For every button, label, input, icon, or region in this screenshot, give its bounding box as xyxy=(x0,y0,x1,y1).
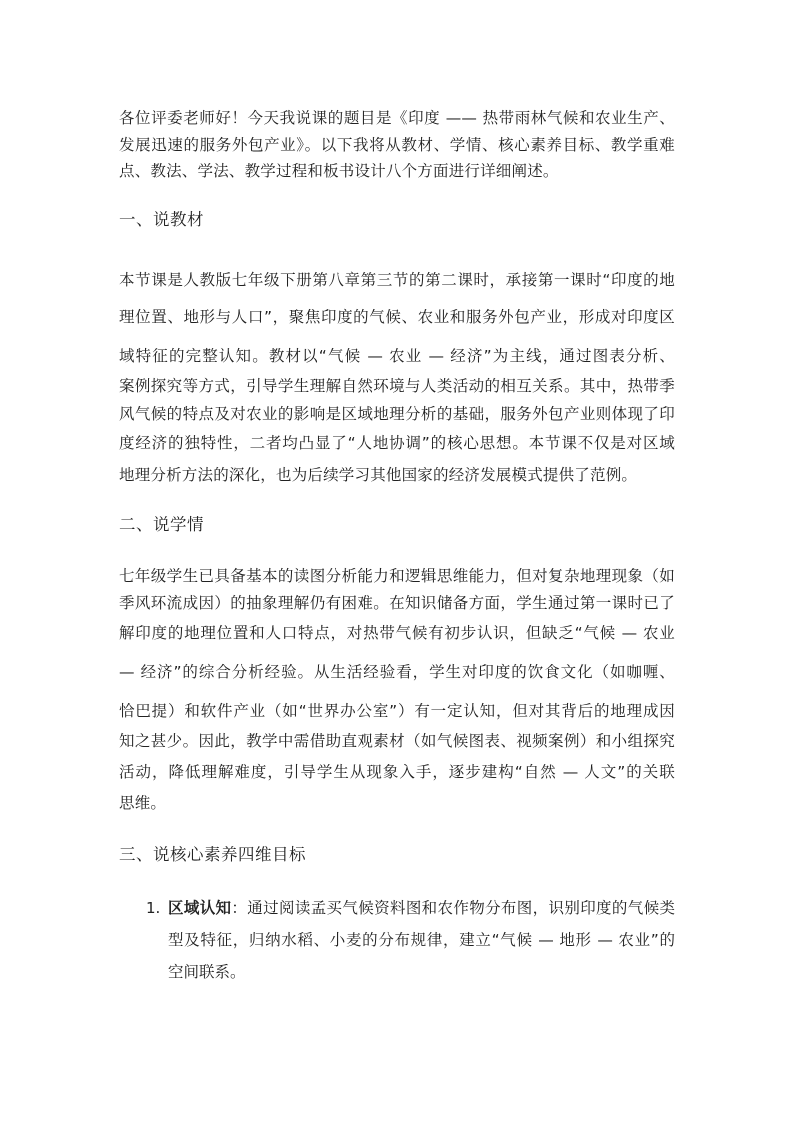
paragraph-line: 知之甚少。因此，教学中需借助直观素材（如气候图表、视频案例）和小组探究 xyxy=(119,732,675,750)
list-item-text: 通过阅读孟买气候资料图和农作物分布图，识别印度的气候类 xyxy=(247,899,675,917)
intro-line: 发展迅速的服务外包产业》。以下我将从教材、学情、核心素养目标、教学重难 xyxy=(119,136,675,154)
section-heading: 一、说教材 xyxy=(119,210,204,229)
list-item-colon: ： xyxy=(231,899,248,917)
list-item-line: 空间联系。 xyxy=(168,963,246,981)
section-heading: 二、说学情 xyxy=(119,515,204,534)
list-item-line xyxy=(168,898,675,918)
list-item-term: 区域认知 xyxy=(168,899,232,917)
paragraph-line: 季风环流成因）的抽象理解仍有困难。在知识储备方面，学生通过第一课时已了 xyxy=(119,594,675,612)
intro-line: 点、教法、学法、教学过程和板书设计八个方面进行详细阐述。 xyxy=(119,162,559,180)
paragraph-line: 本节课是人教版七年级下册第八章第三节的第二课时，承接第一课时“印度的地 xyxy=(119,271,675,289)
list-item-line: 型及特征，归纳水稻、小麦的分布规律，建立“气候 — 地形 — 农业”的 xyxy=(168,931,675,949)
paragraph-line: 解印度的地理位置和人口特点，对热带气候有初步认识，但缺乏“气候 — 农业 xyxy=(119,624,675,642)
paragraph-line: 理位置、地形与人口”，聚焦印度的气候、农业和服务外包产业，形成对印度区 xyxy=(119,308,675,326)
paragraph-line: 活动，降低理解难度，引导学生从现象入手，逐步建构“自然 — 人文”的关联 xyxy=(119,763,675,781)
paragraph-line: 思维。 xyxy=(119,794,167,812)
paragraph-line: — 经济”的综合分析经验。从生活经验看，学生对印度的饮食文化（如咖喱、 xyxy=(119,663,675,681)
paragraph-line: 地理分析方法的深化，也为后续学习其他国家的经济发展模式提供了范例。 xyxy=(119,466,638,484)
paragraph-line: 恰巴提）和软件产业（如“世界办公室”）有一定认知，但对其背后的地理成因 xyxy=(119,702,675,720)
paragraph-line: 域特征的完整认知。教材以“气候 — 农业 — 经济”为主线，通过图表分析、 xyxy=(119,347,675,365)
paragraph-line: 风气候的特点及对农业的影响是区域地理分析的基础，服务外包产业则体现了印 xyxy=(119,405,675,423)
section-heading: 三、说核心素养四维目标 xyxy=(119,845,306,864)
paragraph-line: 七年级学生已具备基本的读图分析能力和逻辑思维能力，但对复杂地理现象（如 xyxy=(119,567,675,585)
intro-line: 各位评委老师好！今天我说课的题目是《印度 —— 热带雨林气候和农业生产、 xyxy=(119,109,675,127)
list-number: 1. xyxy=(146,899,161,917)
paragraph-line: 案例探究等方式，引导学生理解自然环境与人类活动的相互关系。其中，热带季 xyxy=(119,377,675,395)
paragraph-line: 度经济的独特性，二者均凸显了“人地协调”的核心思想。本节课不仅是对区域 xyxy=(119,434,675,452)
